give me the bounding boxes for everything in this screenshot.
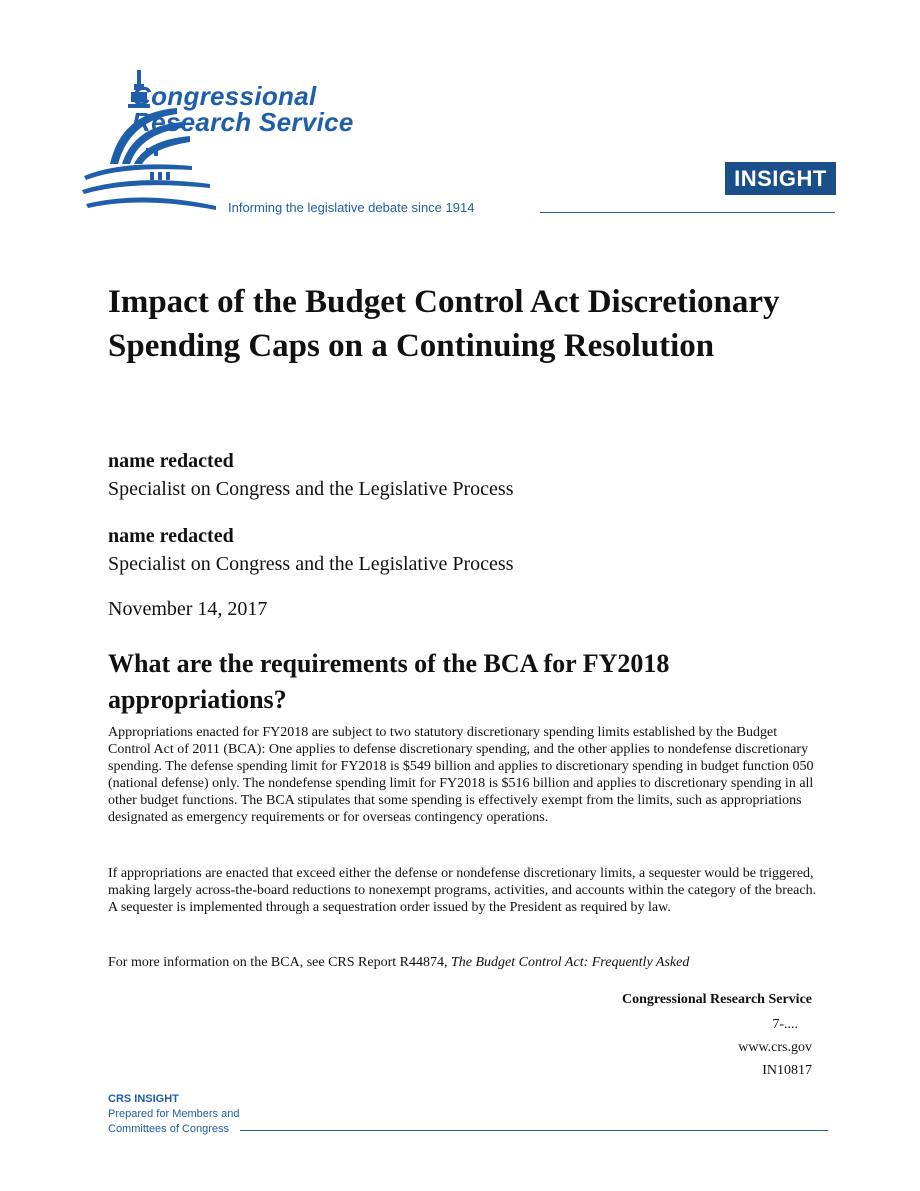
footer-rule — [240, 1130, 828, 1131]
footer-line: Committees of Congress — [108, 1123, 230, 1135]
footer-title: CRS INSIGHT — [108, 1093, 179, 1105]
report-title: Impact of the Budget Control Act Discretionary Spending Caps on a Continuing Resolution — [108, 284, 780, 364]
section-heading: What are the requirements of the BCA for FY2018 appropriations? — [108, 649, 670, 714]
footer-line: Prepared for Members and — [108, 1108, 240, 1120]
report-number: 7-.... — [772, 1017, 798, 1032]
report-citation-link[interactable]: The Budget Control Act: Frequently Asked — [450, 955, 690, 970]
insight-badge: INSIGHT — [725, 162, 836, 195]
paragraph-text: For more information on the BCA, see CRS Report R44874, — [108, 955, 451, 970]
body-paragraph: Appropriations enacted for FY2018 are subject to two statutory discretionary spending limits established by the Budget Control Act of 2011 (BCA): One applies to defense discretionary spending, and the other applies to nondefense discretionary spending. The defense spending limit for FY2018 is $549 billion and applies to discretionary spending in budget function 050 (national defense) only. The nondefense spending limit for FY2018 is $516 billion and applies to discretionary spending in all other budget functions. The BCA stipulates that some spending is effectively exempt from the limits, such as appropriations designated as emergency requirements or for overseas contingency operations. — [108, 725, 814, 825]
author-role: Specialist on Congress and the Legislative Process — [108, 553, 514, 575]
org-tagline: Informing the legislative debate since 1914 — [228, 200, 475, 215]
report-date: November 14, 2017 — [108, 598, 268, 620]
org-name-line2: Research Service — [132, 107, 354, 137]
footer-org-name: Congressional Research Service — [621, 992, 812, 1007]
author-name: name redacted — [108, 450, 234, 472]
report-id: IN10817 — [762, 1063, 812, 1078]
website-link[interactable]: www.crs.gov — [738, 1040, 812, 1055]
body-paragraph — [108, 954, 820, 971]
body-paragraph: If appropriations are enacted that exceed either the defense or nondefense discretionary limits, a sequester would be triggered, making largely across-the-board reductions to nonexempt programs, activities, and accounts within the category of the breach. A sequester is implemented through a sequestration order issued by the President as required by law. — [108, 866, 817, 915]
author-name: name redacted — [108, 525, 234, 547]
author-role: Specialist on Congress and the Legislative Process — [108, 478, 514, 500]
tagline-rule — [540, 212, 835, 213]
org-name-line1: Congressional — [132, 81, 317, 111]
